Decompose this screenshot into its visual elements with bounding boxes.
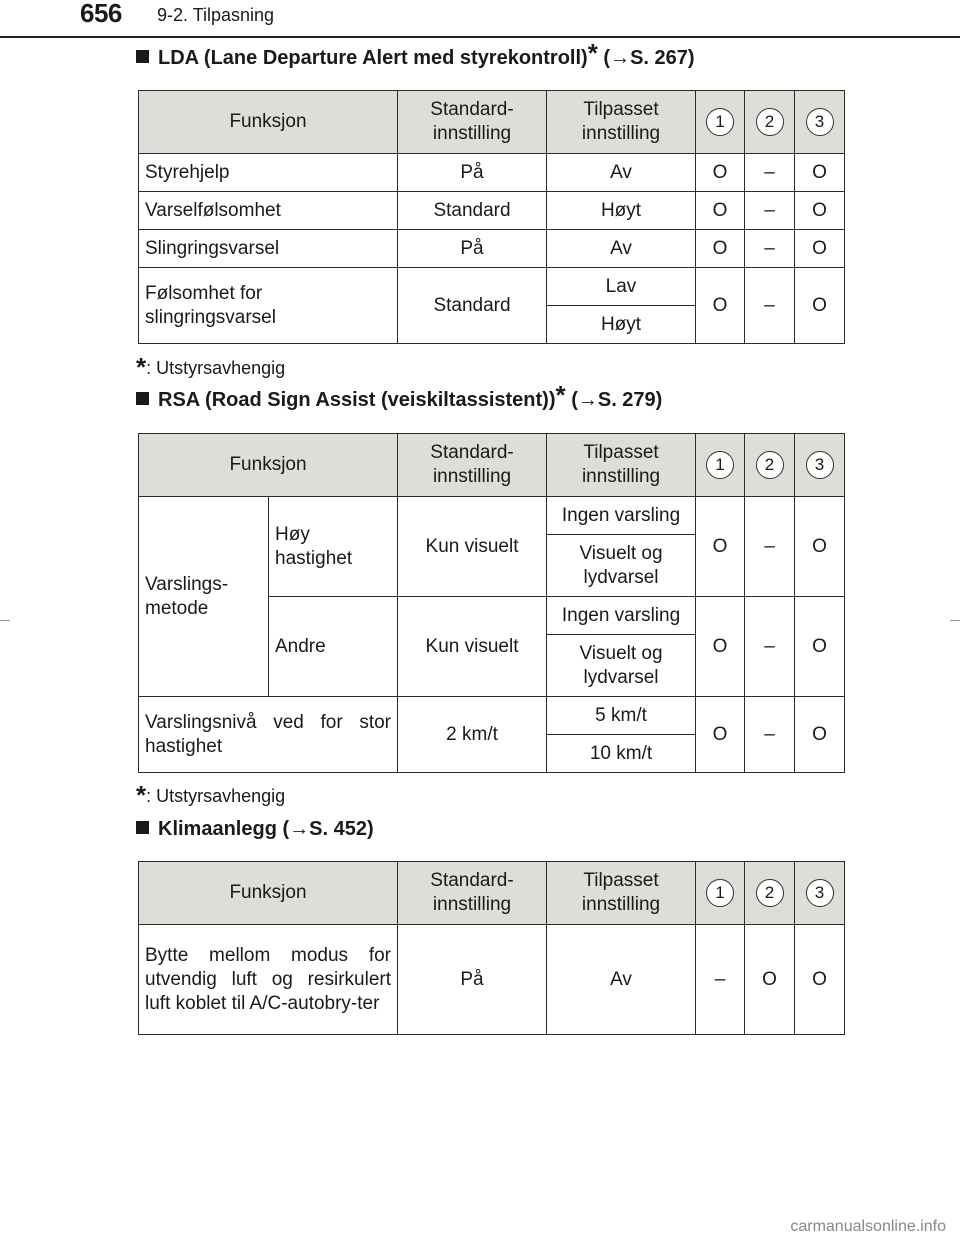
table-row bbox=[139, 230, 845, 268]
cell-custom-option: Visuelt og lydvarsel bbox=[547, 635, 696, 697]
cell-custom: Høyt bbox=[547, 192, 696, 230]
header-col-3 bbox=[795, 862, 845, 925]
climate-settings-table bbox=[138, 861, 845, 1035]
cell-c2: – bbox=[745, 268, 795, 344]
header-col-3 bbox=[795, 91, 845, 154]
lda-settings-table bbox=[138, 90, 845, 344]
cell-function: Styrehjelp bbox=[139, 154, 398, 192]
cell-custom-option: 5 km/t bbox=[547, 697, 696, 735]
section-heading-rsa bbox=[136, 380, 663, 412]
chapter-title: 9-2. Tilpasning bbox=[157, 5, 275, 25]
cell-default: På bbox=[398, 925, 547, 1035]
cell-c2: – bbox=[745, 154, 795, 192]
header-default: Standard-innstilling bbox=[398, 434, 547, 497]
cell-c1: O bbox=[696, 230, 745, 268]
header-custom: Tilpasset innstilling bbox=[547, 91, 696, 154]
header-function: Funksjon bbox=[139, 91, 398, 154]
cell-c1: O bbox=[696, 697, 745, 773]
cell-custom: Av bbox=[547, 230, 696, 268]
page-reference-link[interactable]: (→S. 452) bbox=[282, 818, 374, 840]
circled-number-3-icon: 3 bbox=[806, 879, 834, 907]
circled-number-2-icon: 2 bbox=[756, 879, 784, 907]
cell-c3: O bbox=[795, 154, 845, 192]
cell-c1: O bbox=[696, 497, 745, 597]
cell-c3: O bbox=[795, 925, 845, 1035]
rsa-settings-table bbox=[138, 433, 845, 773]
square-bullet-icon bbox=[136, 821, 149, 834]
section-title: RSA (Road Sign Assist (veiskiltassistent)) bbox=[158, 389, 556, 411]
cell-subfunction: Høy hastighet bbox=[269, 497, 398, 597]
page-reference-link[interactable]: (→S. 279) bbox=[571, 389, 663, 411]
cell-function: Følsomhet for slingringsvarsel bbox=[139, 268, 398, 344]
header-default: Standard-innstilling bbox=[398, 862, 547, 925]
cell-custom-option: Ingen varsling bbox=[547, 597, 696, 635]
cell-method: Varslings-metode bbox=[139, 497, 269, 697]
header-col-2 bbox=[745, 91, 795, 154]
cell-custom-option: 10 km/t bbox=[547, 735, 696, 773]
cell-custom-option: Ingen varsling bbox=[547, 497, 696, 535]
cell-custom: Av bbox=[547, 154, 696, 192]
cell-c3: O bbox=[795, 597, 845, 697]
cell-c3: O bbox=[795, 268, 845, 344]
cell-c1: O bbox=[696, 154, 745, 192]
cell-c2: – bbox=[745, 230, 795, 268]
asterisk: * bbox=[555, 380, 566, 410]
cell-subfunction: Andre bbox=[269, 597, 398, 697]
asterisk: * bbox=[136, 780, 147, 810]
cell-c3: O bbox=[795, 230, 845, 268]
cell-custom-option: Visuelt og lydvarsel bbox=[547, 535, 696, 597]
table-row bbox=[139, 697, 845, 735]
header-col-2 bbox=[745, 434, 795, 497]
page-header bbox=[0, 0, 960, 36]
section-heading-lda bbox=[136, 38, 695, 70]
cell-function: Slingringsvarsel bbox=[139, 230, 398, 268]
cell-default: Kun visuelt bbox=[398, 597, 547, 697]
watermark: carmanualsonline.info bbox=[790, 1218, 946, 1235]
table-row bbox=[139, 925, 845, 1035]
cell-c2: – bbox=[745, 697, 795, 773]
page-reference-link[interactable]: (→S. 267) bbox=[603, 47, 695, 69]
footnote-text: : Utstyrsavhengig bbox=[146, 358, 286, 378]
crop-mark-left bbox=[0, 620, 10, 621]
table-header-row bbox=[139, 91, 845, 154]
cell-c1: – bbox=[696, 925, 745, 1035]
crop-mark-right bbox=[950, 620, 960, 621]
cell-c3: O bbox=[795, 192, 845, 230]
header-default: Standard-innstilling bbox=[398, 91, 547, 154]
header-custom: Tilpasset innstilling bbox=[547, 434, 696, 497]
table-header-row bbox=[139, 434, 845, 497]
cell-default: På bbox=[398, 154, 547, 192]
circled-number-3-icon: 3 bbox=[806, 451, 834, 479]
header-col-3 bbox=[795, 434, 845, 497]
cell-c1: O bbox=[696, 597, 745, 697]
square-bullet-icon bbox=[136, 392, 149, 405]
header-col-1 bbox=[696, 434, 745, 497]
table-row bbox=[139, 268, 845, 306]
cell-function: Bytte mellom modus for utvendig luft og resirkulert luft koblet til A/C-autobry-ter bbox=[139, 925, 398, 1035]
cell-default: 2 km/t bbox=[398, 697, 547, 773]
cell-c2: – bbox=[745, 497, 795, 597]
cell-c3: O bbox=[795, 497, 845, 597]
cell-c2: – bbox=[745, 597, 795, 697]
table-header-row bbox=[139, 862, 845, 925]
table-row bbox=[139, 192, 845, 230]
circled-number-1-icon: 1 bbox=[706, 879, 734, 907]
circled-number-1-icon: 1 bbox=[706, 108, 734, 136]
header-rule bbox=[0, 36, 960, 38]
cell-function: Varselfølsomhet bbox=[139, 192, 398, 230]
circled-number-2-icon: 2 bbox=[756, 108, 784, 136]
square-bullet-icon bbox=[136, 50, 149, 63]
cell-default: Kun visuelt bbox=[398, 497, 547, 597]
cell-custom-option: Høyt bbox=[547, 306, 696, 344]
circled-number-3-icon: 3 bbox=[806, 108, 834, 136]
cell-custom-option: Lav bbox=[547, 268, 696, 306]
cell-c2: O bbox=[745, 925, 795, 1035]
table-row bbox=[139, 497, 845, 535]
circled-number-1-icon: 1 bbox=[706, 451, 734, 479]
header-function: Funksjon bbox=[139, 434, 398, 497]
cell-custom: Av bbox=[547, 925, 696, 1035]
cell-c3: O bbox=[795, 697, 845, 773]
header-col-1 bbox=[696, 91, 745, 154]
footnote-text: : Utstyrsavhengig bbox=[146, 786, 286, 806]
header-col-1 bbox=[696, 862, 745, 925]
footnote bbox=[136, 780, 285, 811]
cell-default: Standard bbox=[398, 268, 547, 344]
cell-c1: O bbox=[696, 192, 745, 230]
asterisk: * bbox=[136, 352, 147, 382]
section-title: Klimaanlegg bbox=[158, 818, 277, 840]
cell-function: Varslingsnivå ved for stor hastighet bbox=[139, 697, 398, 773]
circled-number-2-icon: 2 bbox=[756, 451, 784, 479]
header-function: Funksjon bbox=[139, 862, 398, 925]
footnote bbox=[136, 352, 285, 383]
section-title: LDA (Lane Departure Alert med styrekontroll) bbox=[158, 47, 588, 69]
section-heading-climate bbox=[136, 818, 374, 841]
header-col-2 bbox=[745, 862, 795, 925]
cell-c1: O bbox=[696, 268, 745, 344]
asterisk: * bbox=[587, 38, 598, 68]
cell-c2: – bbox=[745, 192, 795, 230]
header-custom: Tilpasset innstilling bbox=[547, 862, 696, 925]
table-row bbox=[139, 154, 845, 192]
page-number: 656 bbox=[80, 0, 122, 28]
cell-default: Standard bbox=[398, 192, 547, 230]
cell-default: På bbox=[398, 230, 547, 268]
